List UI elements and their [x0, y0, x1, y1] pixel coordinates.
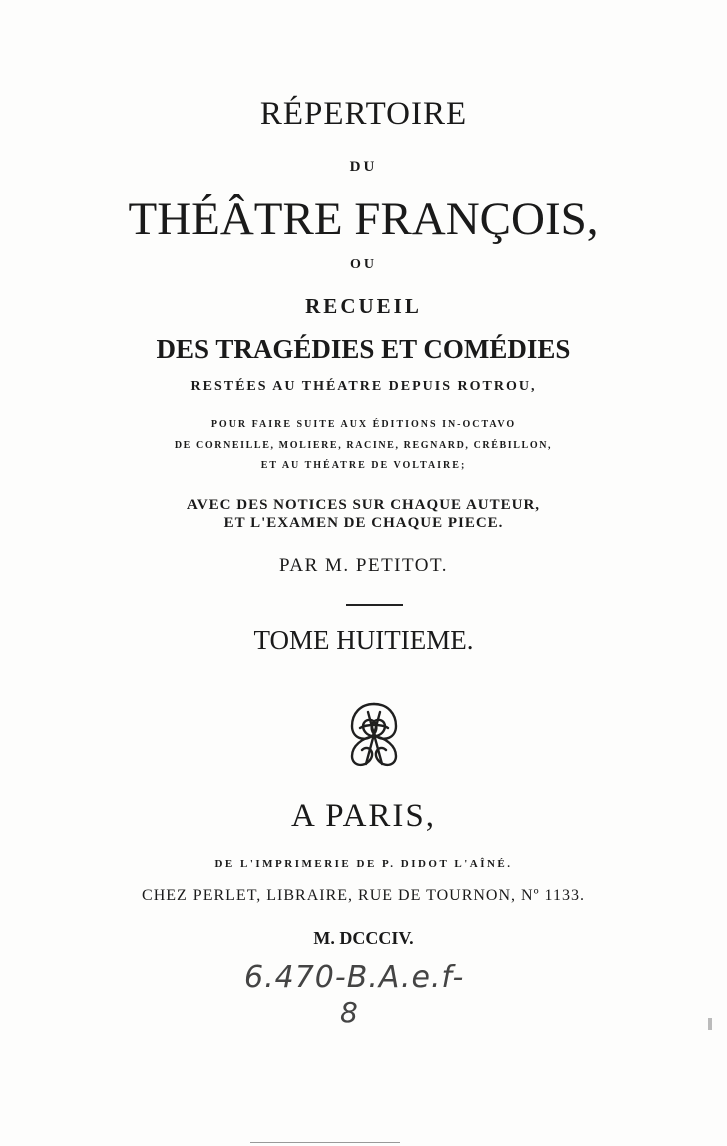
- subtitle-restees: RESTÉES AU THÉATRE DEPUIS ROTROU,: [190, 379, 537, 394]
- subtitle-auteurs: DE CORNEILLE, MOLIERE, RACINE, REGNARD, CRÉBILLON,: [174, 440, 553, 451]
- title-tragedies-comedies: DES TRAGÉDIES ET COMÉDIES: [156, 334, 571, 364]
- monogram-ornament-icon: [338, 698, 410, 772]
- author-line: PAR M. PETITOT.: [279, 555, 448, 576]
- imprint-year: M. DCCCIV.: [313, 928, 414, 948]
- title-du: DU: [349, 159, 378, 175]
- volume-title: TOME HUITIEME.: [253, 625, 474, 655]
- title-recueil: RECUEIL: [305, 294, 422, 318]
- bottom-edge-rule: [250, 1142, 400, 1143]
- subtitle-pour-faire-suite: POUR FAIRE SUITE AUX ÉDITIONS IN-OCTAVO: [210, 419, 517, 430]
- imprint-place: A PARIS,: [290, 798, 437, 834]
- subtitle-examen: ET L'EXAMEN DE CHAQUE PIECE.: [223, 515, 504, 531]
- handwritten-volume-number: 8: [340, 996, 358, 1029]
- imprint-publisher: CHEZ PERLET, LIBRAIRE, RUE DE TOURNON, Nº 1133.: [142, 887, 585, 904]
- imprint-printer: DE L'IMPRIMERIE DE P. DIDOT L'AÎNÉ.: [214, 858, 513, 870]
- page-edge-mark: [708, 1018, 712, 1030]
- title-ou: OU: [350, 257, 377, 272]
- title-repertoire: RÉPERTOIRE: [259, 96, 468, 132]
- handwritten-shelfmark: 6.470-B.A.e.f-: [244, 960, 465, 995]
- subtitle-voltaire: ET AU THÉATRE DE VOLTAIRE;: [260, 460, 467, 471]
- divider-rule: [346, 604, 403, 606]
- subtitle-notices: AVEC DES NOTICES SUR CHAQUE AUTEUR,: [186, 497, 541, 513]
- title-theatre-francois: THÉÂTRE FRANÇOIS,: [128, 193, 599, 245]
